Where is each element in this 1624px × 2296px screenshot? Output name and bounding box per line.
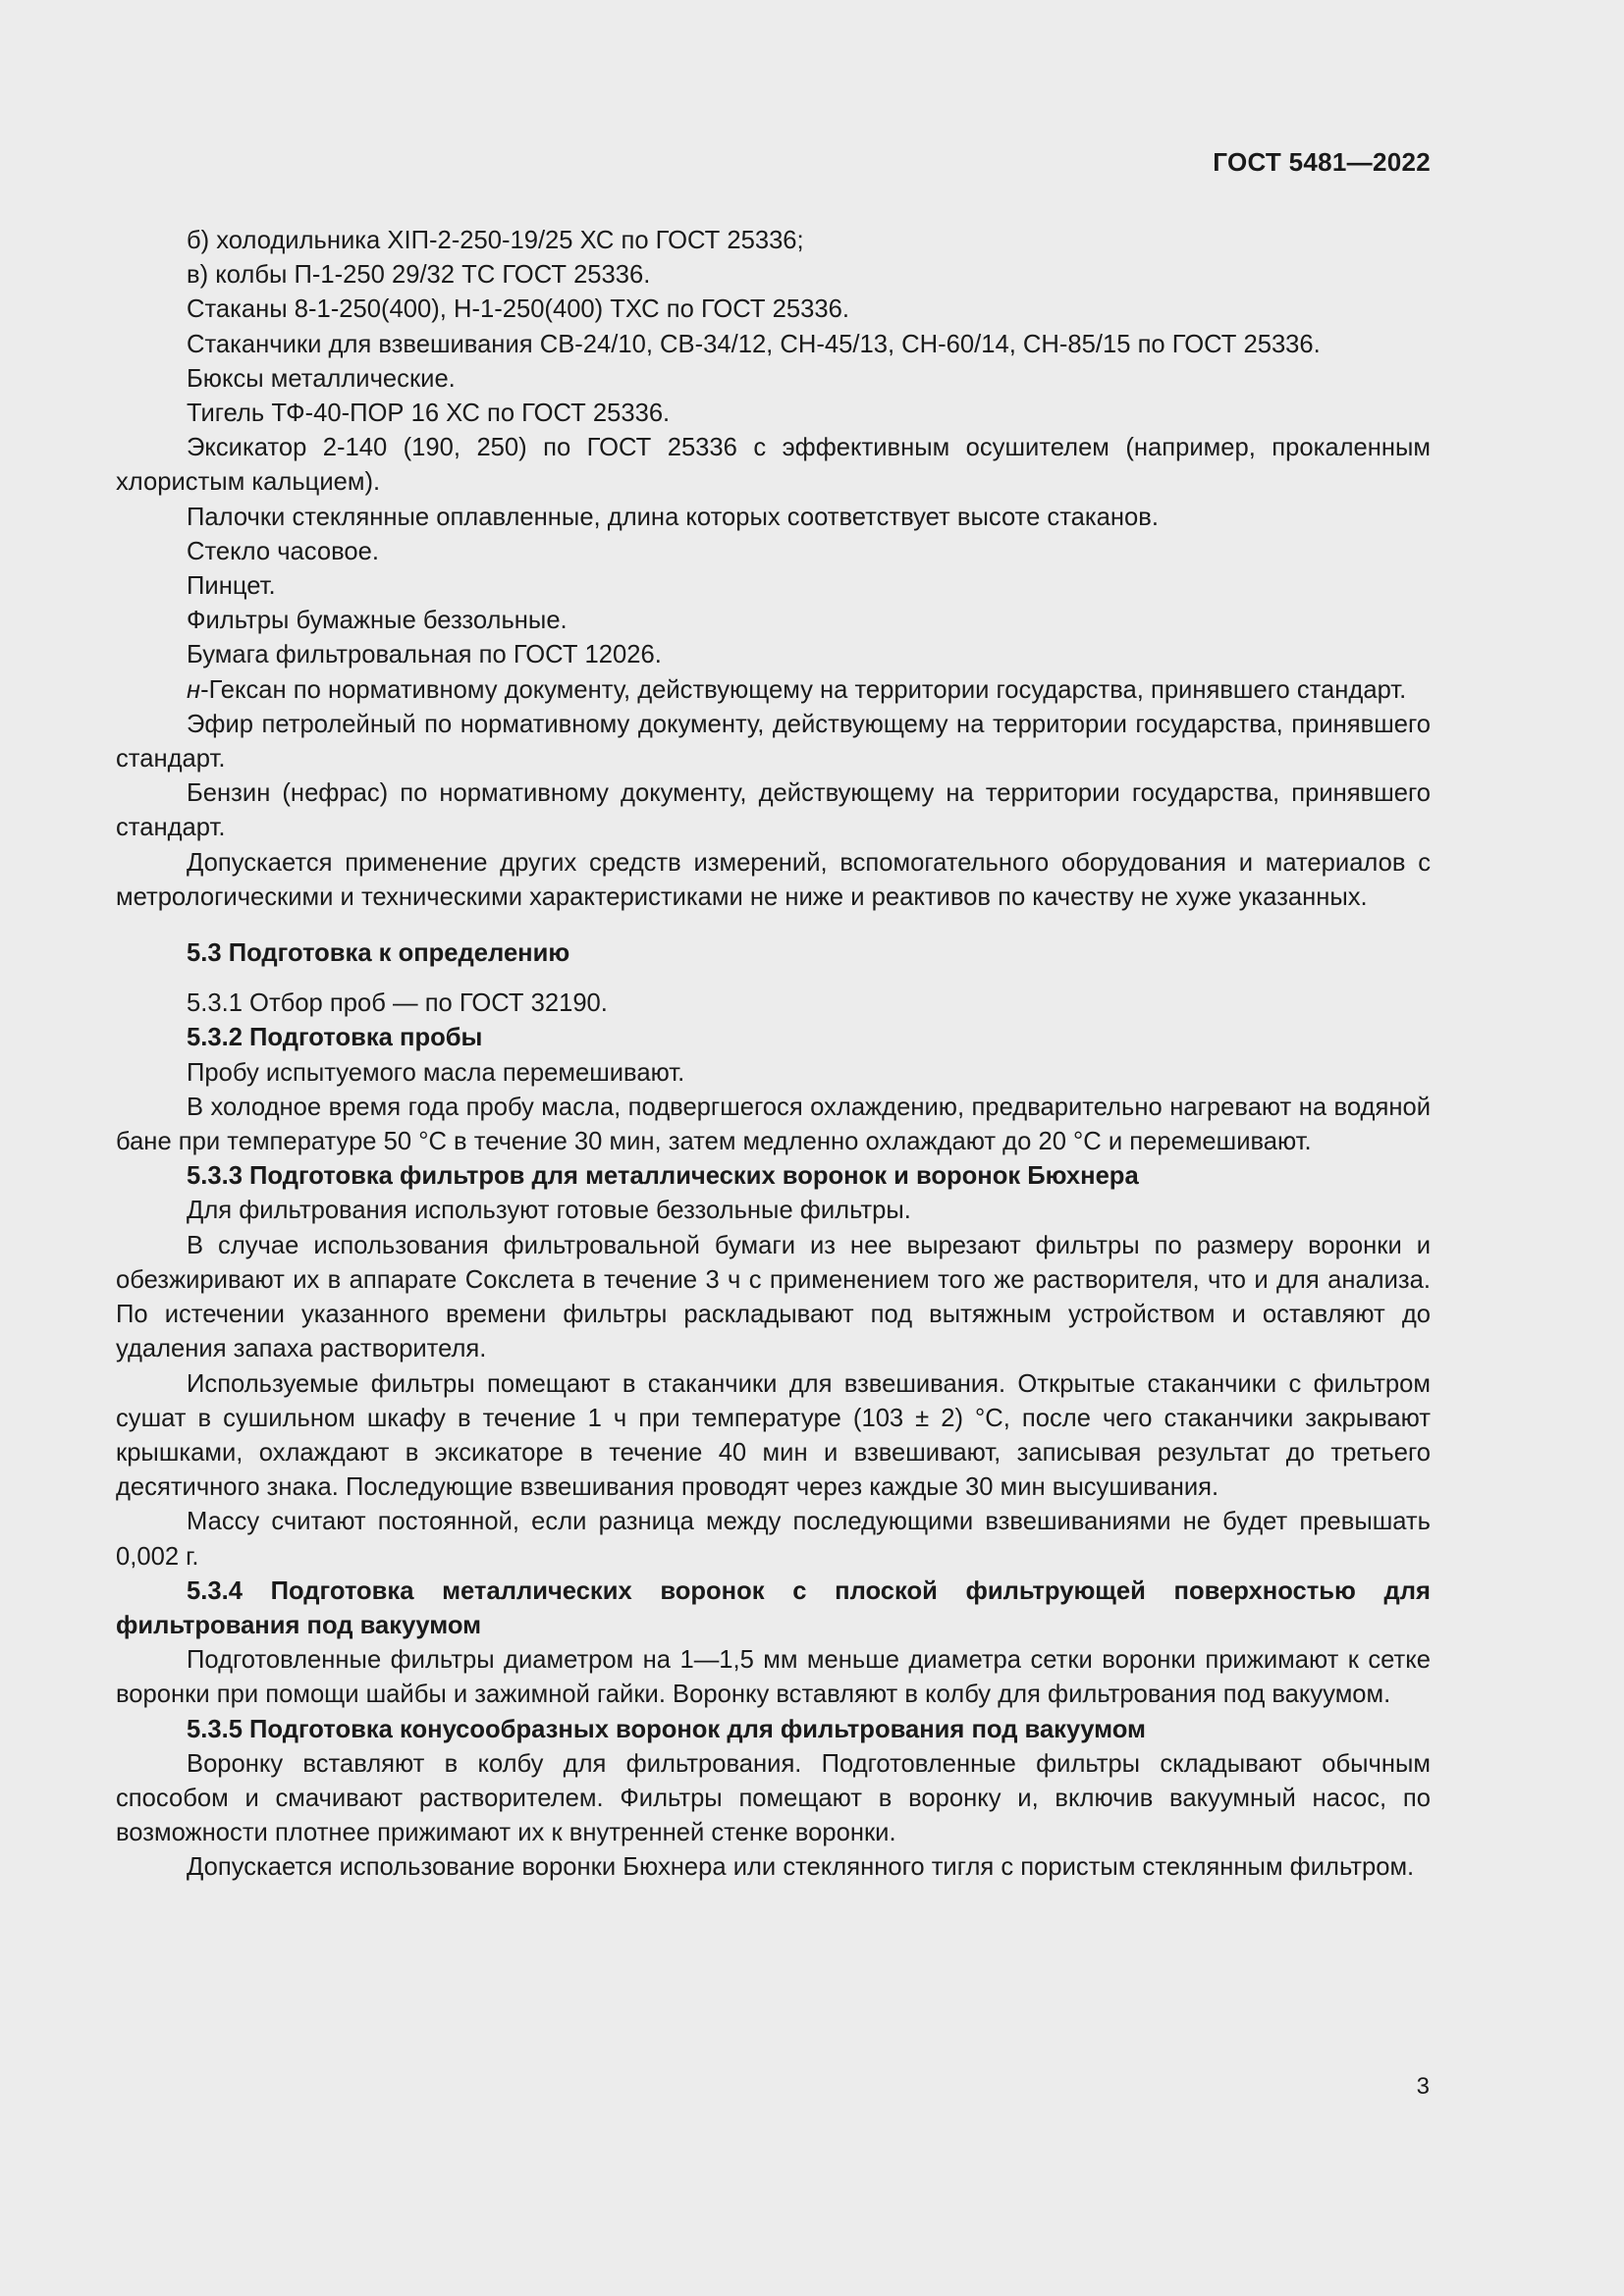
paragraph: Бензин (нефрас) по нормативному документу, действующему на территории государства, принявшего стандарт. [116,779,1431,842]
paragraph: Допускается использование воронки Бюхнера или стеклянного тигля с пористым стеклянным фильтром. [187,1853,1415,1882]
subsection-heading-5-3-2: 5.3.2 Подготовка пробы [187,1024,483,1052]
paragraph: Эфир петролейный по нормативному документу, действующему на территории государства, принявшего стандарт. [116,710,1431,774]
paragraph: Стаканы 8-1-250(400), Н-1-250(400) ТХС по ГОСТ 25336. [187,295,849,324]
paragraph: Бумага фильтровальная по ГОСТ 12026. [187,641,662,669]
paragraph: 5.3.1 Отбор проб — по ГОСТ 32190. [187,989,608,1018]
page-number: 3 [1416,2073,1430,2100]
paragraph: Тигель ТФ-40-ПОР 16 ХС по ГОСТ 25336. [187,400,671,428]
paragraph: Используемые фильтры помещают в стаканчики для взвешивания. Открытые стаканчики с фильтром сушат в сушильном шкафу в течение 1 ч при температуре (103 ± 2) °С, после чего стаканчики закрывают крышками, охлаждают в эксикаторе в течение 40 мин и взвешивают, записывая результат до третьего десятичного знака. Последующие взвешивания проводят через каждые 30 мин высушивания. [116,1369,1431,1502]
paragraph: Пробу испытуемого масла перемешивают. [187,1058,685,1087]
paragraph: Массу считают постоянной, если разница между последующими взвешиваниями не будет превышать 0,002 г. [116,1508,1431,1571]
paragraph [116,673,1431,708]
paragraph: В случае использования фильтровальной бумаги из нее вырезают фильтры по размеру воронки и обезжиривают их в аппарате Сокслета в течение 3 ч с применением того же растворителя, что и для анализа. По истечении указанного времени фильтры раскладывают под вытяжным устройством и оставляют до удаления запаха растворителя. [116,1231,1431,1363]
paragraph: Бюксы металлические. [187,364,456,393]
standard-header: ГОСТ 5481—2022 [1213,147,1431,177]
document-body [116,224,1431,1886]
paragraph: Фильтры бумажные беззольные. [187,607,568,635]
paragraph: В холодное время года пробу масла, подвергшегося охлаждению, предварительно нагревают на водяной бане при температуре 50 °С в течение 30 мин, затем медленно охлаждают до 20 °С и перемешивают. [116,1093,1431,1156]
subsection-heading-5-3-5: 5.3.5 Подготовка конусообразных воронок для фильтрования под вакуумом [187,1715,1146,1743]
paragraph: в) колбы П-1-250 29/32 ТС ГОСТ 25336. [187,261,651,290]
paragraph: Стаканчики для взвешивания СВ-24/10, СВ-34/12, СН-45/13, СН-60/14, СН-85/15 по ГОСТ 25336. [187,330,1321,358]
section-heading-5-3: 5.3 Подготовка к определению [187,939,570,968]
subsection-heading-5-3-3: 5.3.3 Подготовка фильтров для металлических воронок и воронок Бюхнера [187,1162,1139,1191]
paragraph-text: -Гексан по нормативному документу, действующему на территории государства, принявшего стандарт. [200,675,1407,704]
paragraph: Допускается применение других средств измерений, вспомогательного оборудования и материалов с метрологическими и техническими характеристиками не ниже и реактивов по качеству не хуже указанных. [116,848,1431,911]
paragraph: Подготовленные фильтры диаметром на 1—1,5 мм меньше диаметра сетки воронки прижимают к сетке воронки при помощи шайбы и зажимной гайки. Воронку вставляют в колбу для фильтрования под вакуумом. [116,1646,1431,1709]
paragraph: Эксикатор 2-140 (190, 250) по ГОСТ 25336 с эффективным осушителем (например, прокаленным хлористым кальцием). [116,434,1431,497]
subsection-heading-5-3-4: 5.3.4 Подготовка металлических воронок с плоской фильтрующей поверхностью для фильтрования под вакуумом [116,1576,1431,1639]
paragraph: Для фильтрования используют готовые беззольные фильтры. [187,1197,911,1225]
paragraph: б) холодильника ХIП-2-250-19/25 ХС по ГОСТ 25336; [187,227,804,254]
paragraph: Пинцет. [187,572,276,601]
paragraph: Стекло часовое. [187,537,379,565]
paragraph: Палочки стеклянные оплавленные, длина которых соответствует высоте стаканов. [187,503,1159,531]
paragraph: Воронку вставляют в колбу для фильтрования. Подготовленные фильтры складывают обычным способом и смачивают растворителем. Фильтры помещают в воронку и, включив вакуумный насос, по возможности плотнее прижимают их к внутренней стенке воронки. [116,1749,1431,1847]
italic-prefix: н [187,675,201,704]
